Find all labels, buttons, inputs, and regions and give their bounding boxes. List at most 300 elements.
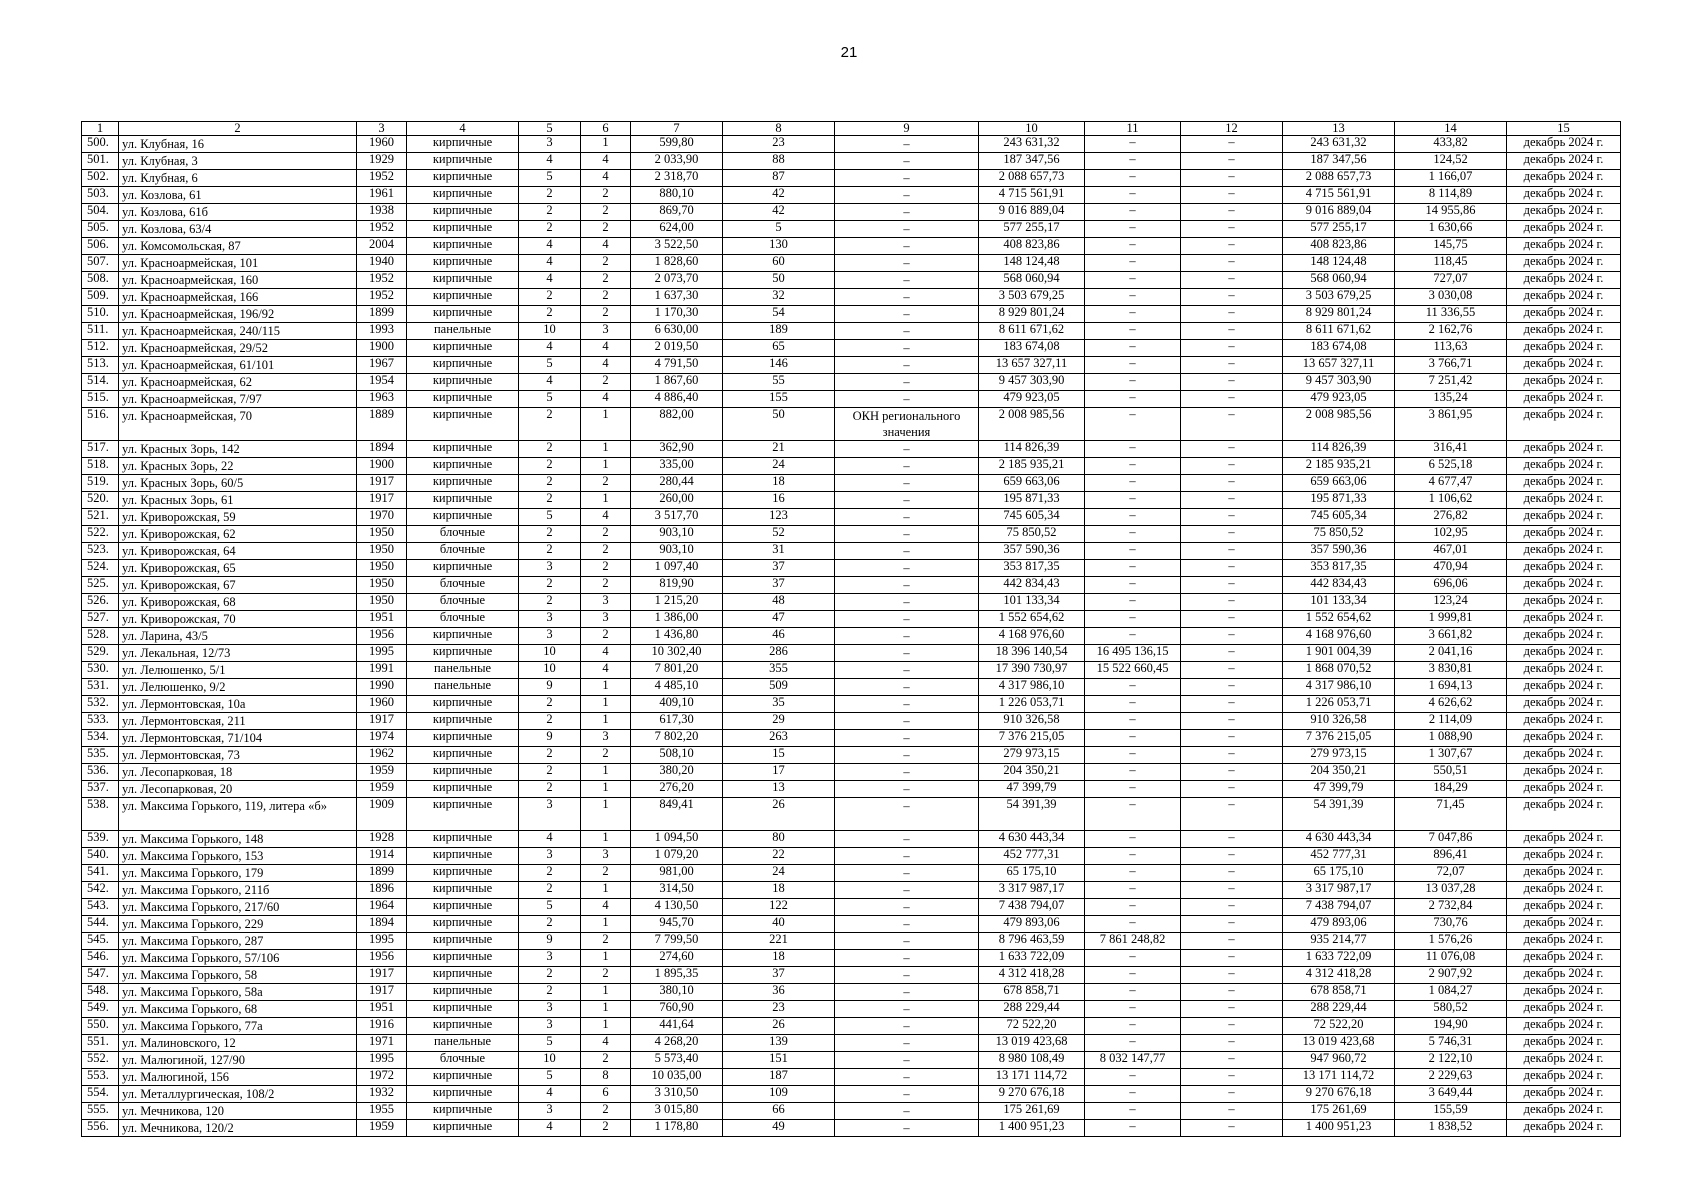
table-row <box>82 1000 1621 1017</box>
entrances-cell: 1 <box>581 1000 631 1017</box>
cost-col-13-cell: 8 929 801,24 <box>1283 306 1395 323</box>
total-area-cell: 441,64 <box>631 1017 723 1034</box>
total-area-cell: 260,00 <box>631 492 723 509</box>
deadline-cell: декабрь 2024 г. <box>1507 170 1621 187</box>
table-row <box>82 475 1621 492</box>
heritage-status-cell: – <box>835 458 979 475</box>
residents-cell: 24 <box>723 458 835 475</box>
cost-col-13-cell: 452 777,31 <box>1283 847 1395 864</box>
deadline-cell: декабрь 2024 г. <box>1507 509 1621 526</box>
residents-cell: 80 <box>723 830 835 847</box>
entrances-cell: 2 <box>581 255 631 272</box>
cost-col-12-cell: – <box>1181 238 1283 255</box>
cost-per-unit-cell: 8 114,89 <box>1395 187 1507 204</box>
total-area-cell: 2 019,50 <box>631 340 723 357</box>
year-built-cell: 1916 <box>357 1017 407 1034</box>
residents-cell: 122 <box>723 898 835 915</box>
floors-cell: 2 <box>519 864 581 881</box>
cost-col-12-cell: – <box>1181 1119 1283 1136</box>
row-number-cell: 519. <box>82 475 119 492</box>
cost-col-12-cell: – <box>1181 847 1283 864</box>
address-cell: ул. Красноармейская, 166 <box>119 289 357 306</box>
table-row <box>82 357 1621 374</box>
entrances-cell: 1 <box>581 798 631 831</box>
entrances-cell: 1 <box>581 696 631 713</box>
cost-per-unit-cell: 1 088,90 <box>1395 730 1507 747</box>
entrances-cell: 4 <box>581 340 631 357</box>
deadline-cell: декабрь 2024 г. <box>1507 830 1621 847</box>
table-row <box>82 864 1621 881</box>
address-cell: ул. Малиновского, 12 <box>119 1034 357 1051</box>
cost-col-11-cell: – <box>1085 730 1181 747</box>
heritage-status-cell: – <box>835 847 979 864</box>
total-area-cell: 1 178,80 <box>631 1119 723 1136</box>
cost-col-13-cell: 4 630 443,34 <box>1283 830 1395 847</box>
total-area-cell: 10 035,00 <box>631 1068 723 1085</box>
total-area-cell: 882,00 <box>631 408 723 441</box>
total-area-cell: 6 630,00 <box>631 323 723 340</box>
heritage-status-cell: – <box>835 932 979 949</box>
deadline-cell: декабрь 2024 г. <box>1507 187 1621 204</box>
total-cost-cell: 442 834,43 <box>979 577 1085 594</box>
total-cost-cell: 2 088 657,73 <box>979 170 1085 187</box>
residents-cell: 18 <box>723 475 835 492</box>
year-built-cell: 1954 <box>357 374 407 391</box>
row-number-cell: 552. <box>82 1051 119 1068</box>
deadline-cell: декабрь 2024 г. <box>1507 289 1621 306</box>
table-row <box>82 898 1621 915</box>
cost-col-13-cell: 442 834,43 <box>1283 577 1395 594</box>
column-number: 13 <box>1283 122 1395 136</box>
cost-per-unit-cell: 124,52 <box>1395 153 1507 170</box>
cost-per-unit-cell: 7 047,86 <box>1395 830 1507 847</box>
total-cost-cell: 17 390 730,97 <box>979 662 1085 679</box>
entrances-cell: 2 <box>581 543 631 560</box>
entrances-cell: 4 <box>581 898 631 915</box>
entrances-cell: 6 <box>581 1085 631 1102</box>
table-row <box>82 730 1621 747</box>
column-number: 15 <box>1507 122 1621 136</box>
row-number-cell: 553. <box>82 1068 119 1085</box>
address-cell: ул. Лелюшенко, 5/1 <box>119 662 357 679</box>
row-number-cell: 525. <box>82 577 119 594</box>
entrances-cell: 2 <box>581 1102 631 1119</box>
address-cell: ул. Максима Горького, 148 <box>119 830 357 847</box>
table-row <box>82 949 1621 966</box>
residents-cell: 55 <box>723 374 835 391</box>
cost-col-11-cell: – <box>1085 357 1181 374</box>
heritage-status-cell: – <box>835 306 979 323</box>
deadline-cell: декабрь 2024 г. <box>1507 577 1621 594</box>
residents-cell: 286 <box>723 645 835 662</box>
deadline-cell: декабрь 2024 г. <box>1507 696 1621 713</box>
total-cost-cell: 75 850,52 <box>979 526 1085 543</box>
year-built-cell: 1993 <box>357 323 407 340</box>
cost-per-unit-cell: 113,63 <box>1395 340 1507 357</box>
year-built-cell: 1929 <box>357 153 407 170</box>
cost-per-unit-cell: 896,41 <box>1395 847 1507 864</box>
entrances-cell: 2 <box>581 577 631 594</box>
cost-per-unit-cell: 2 162,76 <box>1395 323 1507 340</box>
column-number: 2 <box>119 122 357 136</box>
row-number-cell: 550. <box>82 1017 119 1034</box>
cost-col-11-cell: – <box>1085 323 1181 340</box>
column-number: 11 <box>1085 122 1181 136</box>
cost-col-13-cell: 910 326,58 <box>1283 713 1395 730</box>
floors-cell: 3 <box>519 949 581 966</box>
deadline-cell: декабрь 2024 г. <box>1507 1102 1621 1119</box>
row-number-cell: 508. <box>82 272 119 289</box>
total-cost-cell: 9 457 303,90 <box>979 374 1085 391</box>
cost-per-unit-cell: 580,52 <box>1395 1000 1507 1017</box>
cost-per-unit-cell: 316,41 <box>1395 441 1507 458</box>
row-number-cell: 506. <box>82 238 119 255</box>
row-number-cell: 528. <box>82 628 119 645</box>
cost-col-13-cell: 2 185 935,21 <box>1283 458 1395 475</box>
wall-material-cell: кирпичные <box>407 221 519 238</box>
total-cost-cell: 204 350,21 <box>979 764 1085 781</box>
deadline-cell: декабрь 2024 г. <box>1507 374 1621 391</box>
total-cost-cell: 910 326,58 <box>979 713 1085 730</box>
wall-material-cell: кирпичные <box>407 898 519 915</box>
row-number-cell: 533. <box>82 713 119 730</box>
heritage-status-cell: – <box>835 628 979 645</box>
total-area-cell: 10 302,40 <box>631 645 723 662</box>
row-number-cell: 554. <box>82 1085 119 1102</box>
cost-col-11-cell: – <box>1085 492 1181 509</box>
address-cell: ул. Максима Горького, 217/60 <box>119 898 357 915</box>
total-cost-cell: 4 630 443,34 <box>979 830 1085 847</box>
cost-per-unit-cell: 1 106,62 <box>1395 492 1507 509</box>
wall-material-cell: кирпичные <box>407 983 519 1000</box>
total-cost-cell: 1 633 722,09 <box>979 949 1085 966</box>
cost-col-11-cell: – <box>1085 798 1181 831</box>
residents-cell: 151 <box>723 1051 835 1068</box>
heritage-status-cell: – <box>835 391 979 408</box>
table-row <box>82 983 1621 1000</box>
table-row <box>82 1085 1621 1102</box>
cost-per-unit-cell: 145,75 <box>1395 238 1507 255</box>
cost-per-unit-cell: 1 576,26 <box>1395 932 1507 949</box>
total-cost-cell: 4 715 561,91 <box>979 187 1085 204</box>
cost-per-unit-cell: 3 766,71 <box>1395 357 1507 374</box>
address-cell: ул. Криворожская, 64 <box>119 543 357 560</box>
heritage-status-cell: – <box>835 323 979 340</box>
heritage-status-cell: – <box>835 170 979 187</box>
cost-col-12-cell: – <box>1181 1102 1283 1119</box>
table-row <box>82 1119 1621 1136</box>
heritage-status-cell: – <box>835 475 979 492</box>
cost-col-13-cell: 357 590,36 <box>1283 543 1395 560</box>
cost-col-12-cell: – <box>1181 966 1283 983</box>
row-number-cell: 536. <box>82 764 119 781</box>
heritage-status-cell: – <box>835 730 979 747</box>
floors-cell: 4 <box>519 830 581 847</box>
row-number-cell: 529. <box>82 645 119 662</box>
residents-cell: 42 <box>723 204 835 221</box>
wall-material-cell: кирпичные <box>407 966 519 983</box>
cost-col-12-cell: – <box>1181 340 1283 357</box>
cost-col-12-cell: – <box>1181 255 1283 272</box>
residents-cell: 16 <box>723 492 835 509</box>
wall-material-cell: кирпичные <box>407 475 519 492</box>
table-row <box>82 915 1621 932</box>
heritage-status-cell: – <box>835 509 979 526</box>
deadline-cell: декабрь 2024 г. <box>1507 458 1621 475</box>
total-cost-cell: 18 396 140,54 <box>979 645 1085 662</box>
deadline-cell: декабрь 2024 г. <box>1507 949 1621 966</box>
cost-per-unit-cell: 467,01 <box>1395 543 1507 560</box>
year-built-cell: 1917 <box>357 475 407 492</box>
row-number-cell: 501. <box>82 153 119 170</box>
floors-cell: 5 <box>519 898 581 915</box>
cost-col-11-cell: – <box>1085 391 1181 408</box>
residents-cell: 46 <box>723 628 835 645</box>
year-built-cell: 1956 <box>357 628 407 645</box>
cost-col-11-cell: – <box>1085 543 1181 560</box>
residents-cell: 49 <box>723 1119 835 1136</box>
cost-col-12-cell: – <box>1181 713 1283 730</box>
residents-cell: 21 <box>723 441 835 458</box>
cost-col-11-cell: – <box>1085 830 1181 847</box>
address-cell: ул. Криворожская, 65 <box>119 560 357 577</box>
deadline-cell: декабрь 2024 г. <box>1507 204 1621 221</box>
wall-material-cell: кирпичные <box>407 798 519 831</box>
entrances-cell: 1 <box>581 492 631 509</box>
deadline-cell: декабрь 2024 г. <box>1507 408 1621 441</box>
cost-col-12-cell: – <box>1181 204 1283 221</box>
year-built-cell: 1950 <box>357 577 407 594</box>
floors-cell: 2 <box>519 543 581 560</box>
cost-col-12-cell: – <box>1181 881 1283 898</box>
total-cost-cell: 4 312 418,28 <box>979 966 1085 983</box>
table-row <box>82 577 1621 594</box>
address-cell: ул. Красноармейская, 7/97 <box>119 391 357 408</box>
residents-cell: 139 <box>723 1034 835 1051</box>
cost-col-13-cell: 3 503 679,25 <box>1283 289 1395 306</box>
residents-cell: 54 <box>723 306 835 323</box>
cost-col-11-cell: – <box>1085 153 1181 170</box>
total-area-cell: 624,00 <box>631 221 723 238</box>
cost-per-unit-cell: 2 114,09 <box>1395 713 1507 730</box>
total-cost-cell: 148 124,48 <box>979 255 1085 272</box>
cost-col-11-cell: – <box>1085 204 1181 221</box>
entrances-cell: 2 <box>581 526 631 543</box>
entrances-cell: 3 <box>581 730 631 747</box>
total-area-cell: 1 637,30 <box>631 289 723 306</box>
cost-col-11-cell: – <box>1085 915 1181 932</box>
cost-col-12-cell: – <box>1181 1017 1283 1034</box>
cost-col-12-cell: – <box>1181 289 1283 306</box>
cost-per-unit-cell: 155,59 <box>1395 1102 1507 1119</box>
cost-col-11-cell: – <box>1085 136 1181 153</box>
cost-col-13-cell: 2 088 657,73 <box>1283 170 1395 187</box>
address-cell: ул. Красноармейская, 61/101 <box>119 357 357 374</box>
year-built-cell: 1962 <box>357 747 407 764</box>
total-area-cell: 945,70 <box>631 915 723 932</box>
deadline-cell: декабрь 2024 г. <box>1507 645 1621 662</box>
column-number: 12 <box>1181 122 1283 136</box>
cost-col-12-cell: – <box>1181 475 1283 492</box>
row-number-cell: 504. <box>82 204 119 221</box>
wall-material-cell: кирпичные <box>407 560 519 577</box>
column-number: 5 <box>519 122 581 136</box>
entrances-cell: 2 <box>581 1051 631 1068</box>
cost-col-11-cell: – <box>1085 374 1181 391</box>
row-number-cell: 551. <box>82 1034 119 1051</box>
cost-col-12-cell: – <box>1181 864 1283 881</box>
total-area-cell: 599,80 <box>631 136 723 153</box>
heritage-status-cell: – <box>835 781 979 798</box>
wall-material-cell: кирпичные <box>407 881 519 898</box>
heritage-status-cell: – <box>835 713 979 730</box>
total-area-cell: 3 517,70 <box>631 509 723 526</box>
year-built-cell: 1900 <box>357 340 407 357</box>
total-area-cell: 508,10 <box>631 747 723 764</box>
wall-material-cell: кирпичные <box>407 847 519 864</box>
cost-col-11-cell: 16 495 136,15 <box>1085 645 1181 662</box>
heritage-status-cell: – <box>835 662 979 679</box>
floors-cell: 2 <box>519 306 581 323</box>
total-cost-cell: 1 400 951,23 <box>979 1119 1085 1136</box>
wall-material-cell: блочные <box>407 1051 519 1068</box>
row-number-cell: 510. <box>82 306 119 323</box>
cost-col-13-cell: 175 261,69 <box>1283 1102 1395 1119</box>
residents-cell: 26 <box>723 798 835 831</box>
heritage-status-cell: – <box>835 289 979 306</box>
row-number-cell: 539. <box>82 830 119 847</box>
residents-cell: 31 <box>723 543 835 560</box>
entrances-cell: 4 <box>581 357 631 374</box>
year-built-cell: 1950 <box>357 543 407 560</box>
cost-col-12-cell: – <box>1181 458 1283 475</box>
entrances-cell: 2 <box>581 1119 631 1136</box>
cost-col-13-cell: 243 631,32 <box>1283 136 1395 153</box>
table-row <box>82 781 1621 798</box>
cost-col-11-cell: – <box>1085 696 1181 713</box>
heritage-status-cell: – <box>835 255 979 272</box>
year-built-cell: 1991 <box>357 662 407 679</box>
heritage-status-cell: – <box>835 696 979 713</box>
total-area-cell: 274,60 <box>631 949 723 966</box>
cost-col-11-cell: – <box>1085 1119 1181 1136</box>
deadline-cell: декабрь 2024 г. <box>1507 391 1621 408</box>
cost-col-11-cell: – <box>1085 441 1181 458</box>
row-number-cell: 526. <box>82 594 119 611</box>
total-cost-cell: 9 016 889,04 <box>979 204 1085 221</box>
cost-col-13-cell: 183 674,08 <box>1283 340 1395 357</box>
heritage-status-cell: – <box>835 881 979 898</box>
floors-cell: 4 <box>519 374 581 391</box>
residents-cell: 17 <box>723 764 835 781</box>
deadline-cell: декабрь 2024 г. <box>1507 781 1621 798</box>
total-area-cell: 4 485,10 <box>631 679 723 696</box>
floors-cell: 5 <box>519 391 581 408</box>
year-built-cell: 1956 <box>357 949 407 966</box>
residents-cell: 23 <box>723 1000 835 1017</box>
floors-cell: 5 <box>519 1034 581 1051</box>
cost-col-12-cell: – <box>1181 543 1283 560</box>
entrances-cell: 1 <box>581 408 631 441</box>
floors-cell: 2 <box>519 204 581 221</box>
entrances-cell: 1 <box>581 881 631 898</box>
total-cost-cell: 353 817,35 <box>979 560 1085 577</box>
total-cost-cell: 9 270 676,18 <box>979 1085 1085 1102</box>
cost-col-13-cell: 204 350,21 <box>1283 764 1395 781</box>
floors-cell: 2 <box>519 408 581 441</box>
address-cell: ул. Красноармейская, 240/115 <box>119 323 357 340</box>
floors-cell: 9 <box>519 730 581 747</box>
row-number-cell: 530. <box>82 662 119 679</box>
year-built-cell: 1952 <box>357 221 407 238</box>
total-area-cell: 1 094,50 <box>631 830 723 847</box>
total-area-cell: 380,10 <box>631 983 723 1000</box>
table-row <box>82 458 1621 475</box>
address-cell: ул. Красноармейская, 160 <box>119 272 357 289</box>
year-built-cell: 1959 <box>357 764 407 781</box>
table-row <box>82 340 1621 357</box>
table-row <box>82 645 1621 662</box>
wall-material-cell: панельные <box>407 679 519 696</box>
floors-cell: 2 <box>519 594 581 611</box>
residents-cell: 37 <box>723 577 835 594</box>
deadline-cell: декабрь 2024 г. <box>1507 713 1621 730</box>
row-number-cell: 517. <box>82 441 119 458</box>
table-row <box>82 1017 1621 1034</box>
table-row <box>82 374 1621 391</box>
total-cost-cell: 577 255,17 <box>979 221 1085 238</box>
row-number-cell: 516. <box>82 408 119 441</box>
cost-col-13-cell: 4 317 986,10 <box>1283 679 1395 696</box>
cost-per-unit-cell: 1 166,07 <box>1395 170 1507 187</box>
cost-col-12-cell: – <box>1181 679 1283 696</box>
deadline-cell: декабрь 2024 г. <box>1507 475 1621 492</box>
cost-col-13-cell: 1 226 053,71 <box>1283 696 1395 713</box>
cost-per-unit-cell: 14 955,86 <box>1395 204 1507 221</box>
cost-per-unit-cell: 2 732,84 <box>1395 898 1507 915</box>
total-cost-cell: 47 399,79 <box>979 781 1085 798</box>
table-row <box>82 881 1621 898</box>
heritage-status-cell: – <box>835 798 979 831</box>
table-row <box>82 306 1621 323</box>
cost-per-unit-cell: 3 030,08 <box>1395 289 1507 306</box>
total-area-cell: 314,50 <box>631 881 723 898</box>
floors-cell: 3 <box>519 628 581 645</box>
cost-per-unit-cell: 135,24 <box>1395 391 1507 408</box>
cost-col-12-cell: – <box>1181 1068 1283 1085</box>
address-cell: ул. Малюгиной, 156 <box>119 1068 357 1085</box>
cost-col-13-cell: 935 214,77 <box>1283 932 1395 949</box>
wall-material-cell: кирпичные <box>407 289 519 306</box>
wall-material-cell: кирпичные <box>407 255 519 272</box>
cost-per-unit-cell: 470,94 <box>1395 560 1507 577</box>
residents-cell: 123 <box>723 509 835 526</box>
total-area-cell: 4 268,20 <box>631 1034 723 1051</box>
entrances-cell: 4 <box>581 509 631 526</box>
table-row <box>82 764 1621 781</box>
floors-cell: 2 <box>519 187 581 204</box>
total-area-cell: 1 436,80 <box>631 628 723 645</box>
deadline-cell: декабрь 2024 г. <box>1507 662 1621 679</box>
heritage-status-cell: – <box>835 1000 979 1017</box>
cost-per-unit-cell: 11 336,55 <box>1395 306 1507 323</box>
deadline-cell: декабрь 2024 г. <box>1507 340 1621 357</box>
cost-col-11-cell: – <box>1085 187 1181 204</box>
deadline-cell: декабрь 2024 г. <box>1507 526 1621 543</box>
cost-col-11-cell: – <box>1085 475 1181 492</box>
table-row <box>82 594 1621 611</box>
deadline-cell: декабрь 2024 г. <box>1507 238 1621 255</box>
